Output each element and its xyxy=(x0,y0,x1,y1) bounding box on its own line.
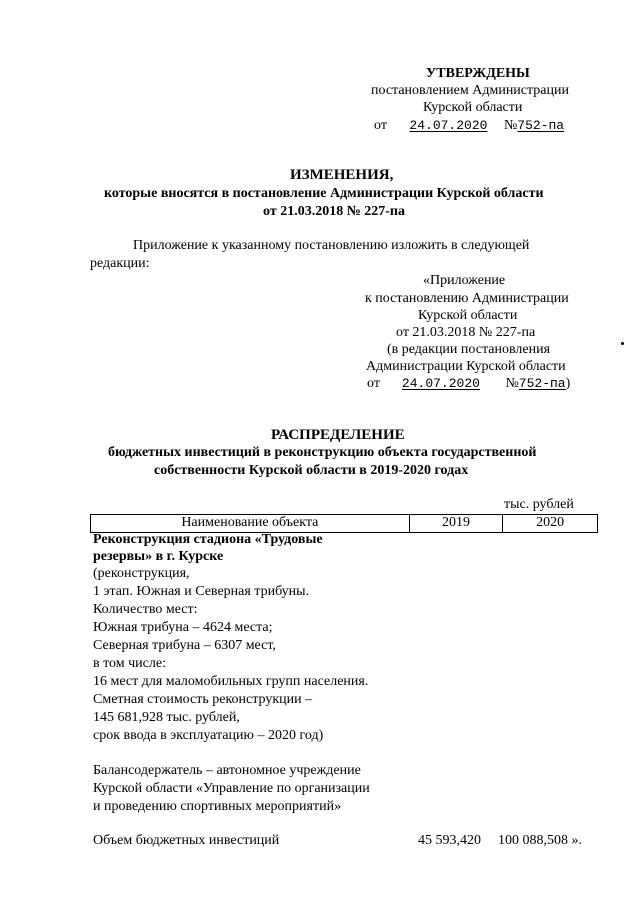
changes-title: ИЗМЕНЕНИЯ, xyxy=(290,167,394,183)
object-name-2: резервы» в г. Курске xyxy=(93,549,224,564)
holder-line: и проведению спортивных мероприятий» xyxy=(93,799,342,814)
appendix-line-3: Курской области xyxy=(418,308,518,323)
changes-subtitle-2: от 21.03.2018 № 227-па xyxy=(263,204,405,219)
total-suffix: ». xyxy=(571,833,582,848)
scan-speck xyxy=(621,342,624,345)
appendix-number-prefix: № xyxy=(505,376,519,391)
approval-number-prefix: № xyxy=(503,118,518,133)
approval-line-1: постановлением Администрации xyxy=(371,83,569,98)
appendix-line-6: Администрации Курской области xyxy=(366,359,566,374)
intro-line-1: Приложение к указанному постановлению изложить в следующей xyxy=(133,238,530,253)
appendix-line-5: (в редакции постановления xyxy=(387,342,551,357)
detail-line: Сметная стоимость реконструкции – xyxy=(93,692,313,707)
approval-date-line xyxy=(374,118,564,134)
column-header-2020: 2020 xyxy=(503,515,598,533)
holder-line: Курской области «Управление по организации xyxy=(93,781,370,796)
detail-line: 16 мест для маломобильных групп населения. xyxy=(93,674,369,689)
distribution-title: РАСПРЕДЕЛЕНИЕ xyxy=(271,427,405,443)
approval-number: 752-па xyxy=(517,118,565,133)
appendix-line-2: к постановлению Администрации xyxy=(365,291,569,306)
detail-line: 145 681,928 тыс. рублей, xyxy=(93,710,240,725)
detail-line: Количество мест: xyxy=(93,602,198,617)
appendix-line-1: «Приложение xyxy=(423,273,506,288)
detail-line: Южная трибуна – 4624 места; xyxy=(93,620,273,635)
units-label: тыс. рублей xyxy=(504,497,574,512)
appendix-close: ) xyxy=(565,376,571,391)
column-header-name: Наименование объекта xyxy=(91,515,410,533)
appendix-date: 24.07.2020 xyxy=(401,376,480,391)
total-2020: 100 088,508 xyxy=(498,833,568,848)
total-2020-line xyxy=(498,833,582,849)
changes-subtitle-1: которые вносятся в постановление Администрации Курской области xyxy=(104,186,544,201)
approval-date: 24.07.2020 xyxy=(409,118,488,133)
detail-line: (реконструкция, xyxy=(93,566,190,581)
appendix-number: 752-па xyxy=(518,376,566,391)
distribution-subtitle-2: собственности Курской области в 2019-2020 годах xyxy=(154,463,469,478)
table-header xyxy=(90,514,598,533)
detail-line: 1 этап. Южная и Северная трибуны. xyxy=(93,584,310,599)
detail-line: в том числе: xyxy=(93,656,166,671)
approval-title: УТВЕРЖДЕНЫ xyxy=(426,66,530,81)
appendix-date-line xyxy=(367,376,570,392)
total-2019: 45 593,420 xyxy=(418,833,481,848)
total-label: Объем бюджетных инвестиций xyxy=(93,833,280,848)
appendix-line-4: от 21.03.2018 № 227-па xyxy=(396,325,536,340)
approval-line-2: Курской области xyxy=(423,100,523,115)
distribution-subtitle-1: бюджетных инвестиций в реконструкцию объекта государственной xyxy=(108,445,537,460)
appendix-date-prefix: от xyxy=(367,376,380,391)
column-header-2019: 2019 xyxy=(409,515,503,533)
intro-line-2: редакции: xyxy=(90,256,150,271)
approval-date-prefix: от xyxy=(374,118,387,133)
object-name-1: Реконструкция стадиона «Трудовые xyxy=(93,532,323,547)
detail-line: Северная трибуна – 6307 мест, xyxy=(93,638,276,653)
detail-line: срок ввода в эксплуатацию – 2020 год) xyxy=(93,728,324,743)
holder-line: Балансодержатель – автономное учреждение xyxy=(93,763,361,778)
